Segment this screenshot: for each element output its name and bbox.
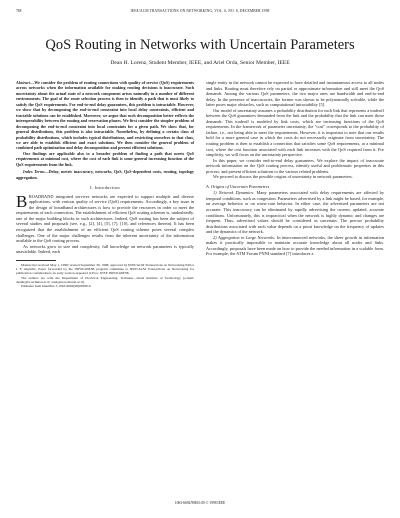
item1-lead: 1) Network Dynamics: (213, 190, 255, 196)
paper-title: QoS Routing in Networks with Uncertain Parameters (45, 37, 355, 53)
drop-cap: B (16, 191, 28, 211)
abstract-text: —We consider the problem of routing connections with quality of service (QoS) requirements across networks when the information available for making routing decisions is inaccurate. Such uncertainty about the actual state of a network component arises naturally in a number of different environments. The goal of the route selection process is then to identify a path that is most likely to satisfy the QoS requirements. For end-to-end delay guarantees, this problem is intractable. However, we show that by decomposing the end-to-end constraint into local delay constraints, efficient and tractable solutions can be established. Moreover, we argue that such decomposition better reflects the interoperability between the routing and reservation phases. We first consider the simpler problem of decomposing the end-to-end constraint into local constraints for a given path. We show that, for general distributions, this problem is also intractable. Nonetheless, by defining a certain class of probability distributions, which includes typical distributions, and restricting ourselves to that class, we are able to establish efficient and exact solutions. We then consider the general problem of combined path optimization and delay decomposition and present efficient solutions. (16, 80, 194, 151)
item2-lead: 2) Aggregation in Large Networks: (213, 234, 276, 240)
left-column (16, 80, 194, 289)
intro-paragraph-1 (16, 191, 194, 244)
copyright-footer: 1063-6692/98$10.00 © 1998 IEEE (174, 501, 226, 505)
section-heading-introduction: I. Introduction (90, 185, 120, 191)
abstract-paragraph-2: Our findings are applicable also to a broader problem of finding a path that meets QoS requirements at minimal cost, where the cost of each link is some general increasing function of the QoS requirements from the link. (16, 150, 194, 167)
journal-header: IEEE/ACM TRANSACTIONS ON NETWORKING, VOL. 6, NO. 6, DECEMBER 1998 (130, 9, 270, 13)
right-paragraph-3: In this paper, we consider end-to-end delay guarantees. We explore the impact of inaccurate network information on the QoS routing process, identify useful and problematic properties in this process, and present efficient solutions to the various related problems. (206, 157, 384, 174)
index-terms-lead: Index Terms (23, 169, 45, 175)
item2-text: In interconnected networks, the sheer growth in information makes it practically impossible to maintain accurate knowledge about all nodes and links. Accordingly, proposals have been made on how to provide the needed information in a scalable form. For example, the ATM Forum PNNI standard [7] introduces a (206, 234, 385, 257)
index-terms (16, 169, 194, 180)
footnote-rule (16, 260, 56, 261)
list-item-aggregation (206, 235, 384, 257)
author-line: Dean H. Lorenz, Student Member, IEEE, and Ariel Orda, Senior Member, IEEE (110, 60, 290, 66)
intro-text-1: integrated services networks are expected to support multiple and diverse applications, with various quality of service (QoS) requirements. Accordingly, a key issue in the design of broadband architectures is how to provide the resources in order to meet the requirements of each connection. The establishment of efficient QoS routing schemes is, undoubtedly, one of the major building blocks in such architectures. Indeed, QoS routing has been the subject of several studies and proposals (see, e.g., [2], [4], [5], [7], [10], and references therein). It has been recognized that the establishment of an efficient QoS routing scheme poses several complex challenges. One of the major challenges results from the inherent uncertainty of the information available to the QoS routing process. (16, 193, 194, 244)
abstract-lead: Abstract (16, 80, 31, 85)
page-number: 768 (16, 9, 22, 13)
right-paragraph-1: single entity in the network cannot be expected to have detailed and instantaneous access to all nodes and links. Routing must therefore rely on partial or approximate information and still meet the QoS demands. Among the various QoS parameters, the two major ones are bandwidth and end-to-end delay. In the presence of inaccuracies, the former was shown to be polynomially solvable, while the latter poses major obstacles, such as computational intractability [5]. (206, 80, 384, 108)
right-column (206, 80, 384, 257)
footnote-manuscript: Manuscript received May 1, 1998; revised September 30, 1998; approved by IEEE/ACM Transactions on Networking Editor I. F. Akyildiz. Paper forwarded by the INFOCOM'98 program committee to IEEE/ACM Transactions on Networking for publication consideration; an early version appeared in Proc. IEEE INFOCOM'98. (16, 262, 194, 276)
index-terms-text: —Delay, metric inaccuracy, networks, QoS, QoS-dependent costs, routing, topology aggregation. (16, 169, 194, 180)
right-paragraph-4: We proceed to discuss the possible origins of uncertainty in network parameters. (213, 174, 353, 180)
footnote-publisher-id: Publisher Item Identifier S 1063-6692(98)09580-6. (21, 284, 92, 289)
item1-text: Many parameters associated with delay requirements are affected by temporal conditions, such as congestion. Parameters advertised by a link might be based, for example, on average behavior or on worst-case behavior. In either case, the advertised parameters are not accurate. This inaccuracy can be eliminated by rapidly advertising the current, updated, accurate conditions. Unfortunately, this is impractical when the network is highly dynamic and changes are frequent. Thus, advertised values should be considered as uncertain. The precise probability distributions associated with each value depends on a priori knowledge on the frequency of updates and the dynamics of the network. (206, 190, 384, 235)
subsection-heading: A. Origins of Uncertain Parameters (206, 183, 270, 189)
running-header (16, 9, 384, 17)
intro-paragraph-2: As networks grow in size and complexity, full knowledge on network parameters is typically unavailable. Indeed, each (16, 243, 194, 255)
list-item-network-dynamics (206, 190, 384, 234)
abstract (16, 80, 194, 151)
intro-first-word: ROADBAND (28, 193, 54, 199)
footnote-affiliation: The authors are with the Department of Electrical Engineering, Technion—Israel Institute of Technology (e-mail: deanh@tx.technion.ac.il; ariel@ee.technion.ac.il). (16, 275, 194, 284)
right-paragraph-2: Our model of uncertainty assumes a probability distribution for each link that represents a tradeoff between the QoS guarantees demanded from the link and the probability that the link can meet those demands. This tradeoff is modeled by link costs, which are increasing functions of the QoS requirements. In the framework of parameter uncertainty, the "cost" corresponds to the probability of failure, i.e., not being able to meet the requirements. However, it is important to note that our results hold for a more general case in which the costs do not necessarily originate from uncertainty. The routing problem is then to establish a connection that satisfies some QoS requirements, at a minimal cost, where the cost function associated with each link increases with the QoS required from it. For simplicity, we will focus on the uncertainty perspective. (206, 107, 384, 158)
